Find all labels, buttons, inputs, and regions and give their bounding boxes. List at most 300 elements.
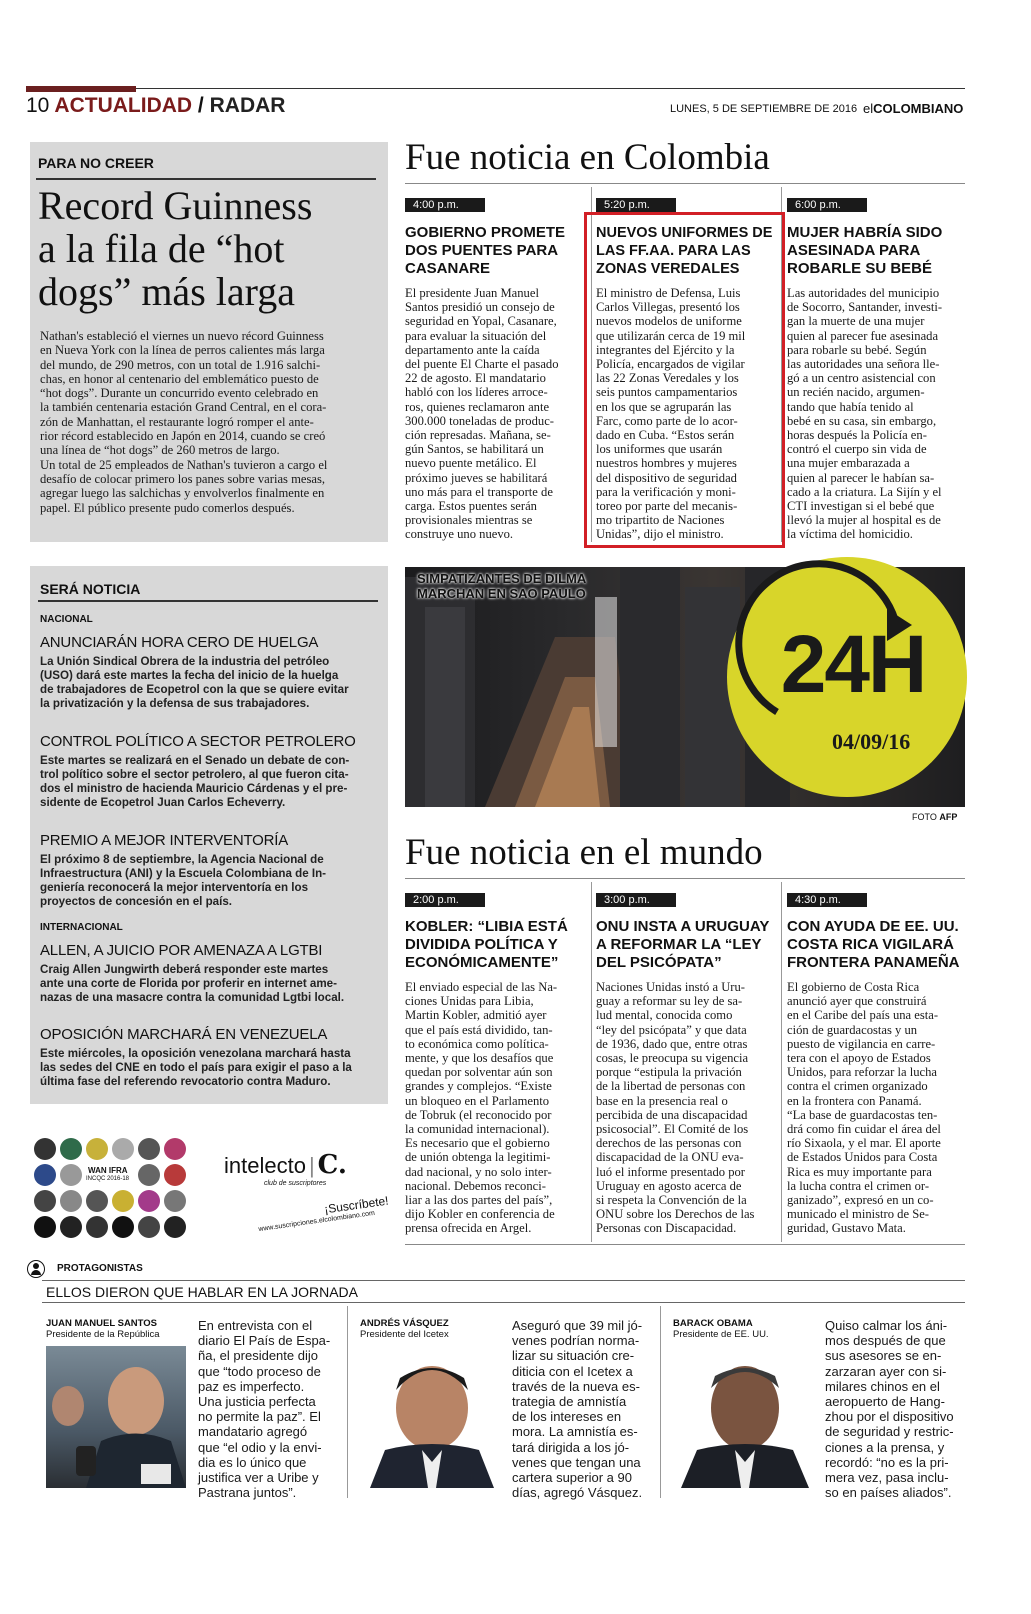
logo-dot <box>138 1216 160 1238</box>
body-line: toreo por parte del mecanis- <box>596 499 738 514</box>
body-line: ONU sobre los Derechos de las <box>596 1207 755 1222</box>
text-line: tará dirigida a los jó- <box>512 1439 630 1455</box>
logo-dot <box>164 1216 186 1238</box>
logo-dot <box>112 1216 134 1238</box>
logo-dot <box>34 1138 56 1160</box>
body-line: de Estados Unidos para Costa <box>787 1150 938 1165</box>
masthead-section <box>26 94 285 118</box>
logo-dot <box>138 1190 160 1212</box>
wan-ifra-logo <box>30 1134 188 1246</box>
24h-label: 24H <box>780 619 926 710</box>
time-tag: 4:30 p.m. <box>787 893 867 907</box>
headline-line: CON AYUDA DE EE. UU. <box>787 918 959 935</box>
text-line: sus asesores se en- <box>825 1348 942 1364</box>
body-line: que el país está dividido, tan- <box>405 1022 553 1037</box>
person-name: JUAN MANUEL SANTOS <box>46 1318 158 1329</box>
logo-dot <box>34 1216 56 1238</box>
text-line: dia es lo único que <box>198 1454 307 1470</box>
body-line: nuevos modelos de uniforme <box>596 314 742 329</box>
body-line: discapacidad de la ONU eva- <box>596 1150 744 1165</box>
intelecto-sub: club de suscriptores <box>264 1180 327 1187</box>
headline-line: ZONAS VEREDALES <box>596 261 740 277</box>
headline-line: COSTA RICA VIGILARÁ <box>787 936 954 953</box>
item-body <box>40 754 380 810</box>
text-line: Quiso calmar los áni- <box>825 1318 948 1333</box>
logo-dot <box>60 1190 82 1212</box>
24h-date: 04/09/16 <box>832 729 911 754</box>
body-line: Nathan's estableció el viernes un nuevo récord Guinness <box>40 329 324 343</box>
body-line: quien al parecer fue asesinada <box>787 328 939 343</box>
person-role: Presidente de EE. UU. <box>673 1329 769 1340</box>
person-quote <box>198 1318 348 1500</box>
person-icon-head <box>33 1263 39 1269</box>
logo-dot <box>164 1190 186 1212</box>
body-line: un bloqueo en el Parlamento <box>405 1093 550 1108</box>
headline-line: LAS FF.AA. PARA LAS <box>596 243 751 259</box>
text-line: lizar su situación cre- <box>512 1348 635 1364</box>
wan-ifra-sub: INCQC 2016-18 <box>86 1176 130 1182</box>
body-line: Santos presidió un consejo de <box>405 300 555 315</box>
text-line: de los intereses en <box>512 1409 622 1425</box>
headline-line: GOBIERNO PROMETE <box>405 224 566 241</box>
body-line: próximo jueves se habilitará <box>405 470 548 485</box>
body-line: grandes y complejos. “Existe <box>405 1079 552 1094</box>
protagonistas-rule <box>42 1280 965 1281</box>
text-line: zhou por el dispositivo <box>825 1409 954 1425</box>
item-headline: ANUNCIARÁN HORA CERO DE HUELGA <box>40 634 319 651</box>
person-icon-body <box>31 1270 41 1275</box>
text-line: so en países aliados”. <box>825 1485 952 1501</box>
para-no-creer-headline <box>38 184 312 313</box>
portrait-image <box>673 1350 813 1488</box>
body-line: El enviado especial de las Na- <box>405 980 558 994</box>
intelecto-wordmark <box>224 1152 347 1179</box>
body-line: El ministro de Defensa, Luis <box>596 286 741 300</box>
text-line: Una justicia perfecta <box>198 1394 316 1410</box>
person-quote <box>512 1318 662 1500</box>
logo-dot <box>138 1164 160 1186</box>
body-line: la privatización y la defensa de sus trabajadores. <box>40 697 310 710</box>
body-line: El presidente Juan Manuel <box>405 286 539 300</box>
story-body <box>405 980 589 1236</box>
story-headline <box>787 918 965 972</box>
sera-noticia-item <box>40 634 380 711</box>
body-line: una línea de “hot dogs” de 260 metros de largo. <box>40 443 280 458</box>
body-line: del puente El Charte el pasado <box>405 357 559 372</box>
logo-dot <box>164 1138 186 1160</box>
body-line: la también centenaria estación Grand Central, en el cora- <box>40 400 327 415</box>
text-line: milares chinos en el <box>825 1378 940 1394</box>
body-line: gún Santos, se habilitará un <box>405 442 544 457</box>
body-line: del mundo, de 290 metros, con un total de 1.916 salchi- <box>40 357 321 372</box>
body-line: psicosocial”. El Comité de los <box>596 1122 749 1137</box>
sera-noticia-item <box>40 942 380 1005</box>
body-line: ganizado”, expresó en un co- <box>787 1193 934 1208</box>
body-line: Farc, como parte de lo acor- <box>596 413 738 428</box>
body-line: ante una corte de Florida por proferir en internet ame- <box>40 977 337 990</box>
body-line: las autoridades una señora lle- <box>787 357 940 372</box>
body-line: Este martes se realizará en el Senado un debate de con- <box>40 754 350 767</box>
body-line: dado en Cuba. “Estos serán <box>596 428 735 443</box>
text-line: mera vez, pasa inclu- <box>825 1470 949 1486</box>
logo-dot <box>86 1216 108 1238</box>
column-divider <box>591 882 592 1242</box>
body-line: Uruguay en agosto acerca de <box>596 1178 742 1193</box>
story-body <box>787 980 967 1236</box>
body-line: 22 de agosto. El mandatario <box>405 371 546 386</box>
item-headline: OPOSICIÓN MARCHARÁ EN VENEZUELA <box>40 1026 328 1043</box>
body-line: 300.000 toneladas de produc- <box>405 413 554 428</box>
text-line: cartera superior a 90 <box>512 1470 632 1486</box>
sera-noticia-rule <box>38 600 378 602</box>
text-line: Aseguró que 39 mil jó- <box>512 1318 643 1333</box>
logo-dot <box>86 1190 108 1212</box>
headline-line: KOBLER: “LIBIA ESTÁ <box>405 918 568 935</box>
section-slash: / <box>197 94 204 117</box>
body-line: Martin Kobler, admitió ayer <box>405 1008 547 1023</box>
sera-noticia-item <box>40 1026 380 1089</box>
body-line: Un total de 25 empleados de Nathan's tuvieron a cargo el <box>40 457 328 472</box>
body-line: nacional. Debemos reconci- <box>405 1178 546 1193</box>
body-line: construye uno nuevo. <box>405 527 514 542</box>
body-line: en Nueva York con la línea de perros calientes más larga <box>40 343 325 358</box>
subsection-name: RADAR <box>209 94 286 117</box>
item-body <box>40 963 380 1005</box>
intelecto-url[interactable]: www.suscripciones.elcolombiano.com <box>258 1209 376 1234</box>
body-line: horas después la Policía en- <box>787 428 927 443</box>
logo-dot <box>60 1216 82 1238</box>
item-body <box>40 655 380 711</box>
body-line: desafío de colocar primero los panes sobre varias mesas, <box>40 471 326 486</box>
internacional-label: INTERNACIONAL <box>40 922 123 933</box>
page-number: 10 <box>26 94 50 117</box>
body-line: seis puntos campamentarios <box>596 385 738 400</box>
body-line: las sedes del CNE en todo el país para exigir el paso a la <box>40 1061 352 1074</box>
body-line: to económica como política- <box>405 1036 549 1051</box>
protagonistas-title: ELLOS DIERON QUE HABLAR EN LA JORNADA <box>46 1284 358 1300</box>
body-line: Carlos Villegas, presentó los <box>596 300 740 315</box>
body-line: “ley del psicópata” y que data <box>596 1022 747 1037</box>
text-line: de seguridad y restric- <box>825 1424 954 1440</box>
protagonistas-label: PROTAGONISTAS <box>57 1263 143 1274</box>
body-line: sidente de Ecopetrol Juan Carlos Echeverry. <box>40 796 286 809</box>
story-headline <box>405 918 585 972</box>
body-line: última fase del referendo revocatorio contra Maduro. <box>40 1075 331 1088</box>
story-body <box>405 286 589 542</box>
story-body <box>787 286 967 542</box>
body-line: del dispositivo de seguridad <box>596 470 737 485</box>
body-line: la comunidad internacional). <box>405 1122 550 1137</box>
headline-line: NUEVOS UNIFORMES DE <box>596 225 773 241</box>
body-line: de Tobruk (el reconocido por <box>405 1107 552 1122</box>
item-body <box>40 853 380 909</box>
body-line: integrantes del Ejército y la <box>596 342 735 357</box>
sera-noticia-title: SERÁ NOTICIA <box>40 581 141 597</box>
intelecto-suscribete[interactable]: ¡Suscríbete! <box>323 1193 390 1217</box>
logo-dot <box>112 1190 134 1212</box>
caption-line: SIMPATIZANTES DE DILMA <box>417 571 587 586</box>
body-line: habló con los líderes arroce- <box>405 385 548 400</box>
body-line: proyectos de concesión en el país. <box>40 895 233 908</box>
nacional-label: NACIONAL <box>40 614 93 625</box>
photo-caption <box>417 571 586 601</box>
headline-line: ASESINADA PARA <box>787 242 921 259</box>
body-line: nuevo puente metálico. El <box>405 456 537 471</box>
body-line: dad nacional, y no solo inter- <box>405 1164 552 1179</box>
body-line: Naciones Unidas instó a Uru- <box>596 980 745 994</box>
logo-dot <box>138 1138 160 1160</box>
body-line: ciones Unidas para Libia, <box>405 994 534 1009</box>
body-line: para la verificación y moni- <box>596 484 736 499</box>
body-line: liar a las dos partes del país”, <box>405 1193 553 1208</box>
text-line: justifica ver a Uribe y <box>198 1470 319 1486</box>
text-line: que “el odio y la envi- <box>198 1439 322 1455</box>
body-line: “La base de guardacostas ten- <box>787 1107 938 1122</box>
time-tag: 5:20 p.m. <box>596 198 676 212</box>
headline-line: FRONTERA PANAMEÑA <box>787 954 960 971</box>
logo-dot <box>60 1138 82 1160</box>
body-line: cado a la criatura. La Sijín y el <box>787 484 942 499</box>
newspaper-logo <box>863 101 963 116</box>
text-line: recordó: “no es la pri- <box>825 1454 949 1470</box>
text-line: paz es imperfecto. <box>198 1378 305 1394</box>
logo-dot <box>60 1164 82 1186</box>
item-headline: ALLEN, A JUICIO POR AMENAZA A LGTBI <box>40 942 323 959</box>
intelecto-ad <box>224 1150 394 1240</box>
body-line: trol político sobre el sector petrolero, al que fueron cita- <box>40 768 349 781</box>
headline-line: DEL PSICÓPATA” <box>596 954 722 971</box>
body-line: papel. El público presente pudo comerlos después. <box>40 500 295 515</box>
text-line: trategia de amnistía <box>512 1394 627 1410</box>
text-line: que “todo proceso de <box>198 1363 321 1379</box>
body-line: dijo Kobler en conferencia de <box>405 1207 555 1222</box>
text-line: aeropuerto de Hang- <box>825 1394 945 1410</box>
body-line: ción represadas. Mañana, se- <box>405 428 551 443</box>
page-date: LUNES, 5 DE SEPTIEMBRE DE 2016 <box>670 103 858 115</box>
body-line: de 1936, dado que, entre otras <box>596 1036 748 1051</box>
story-body <box>596 286 780 542</box>
body-line: para robarle su bebé. Según <box>787 342 927 357</box>
body-line: Craig Allen Jungwirth deberá responder este martes <box>40 963 329 976</box>
body-line: Este miércoles, la oposición venezolana marchará hasta <box>40 1047 351 1060</box>
body-line: luó el informe presentado por <box>596 1164 745 1179</box>
headline-line: Record Guinness <box>38 183 313 228</box>
body-line: El próximo 8 de septiembre, la Agencia Nacional de <box>40 853 324 866</box>
body-line: quien al parecer le habían sa- <box>787 470 935 485</box>
person-name: BARACK OBAMA <box>673 1318 753 1329</box>
body-line: derechos de las personas con <box>596 1136 742 1151</box>
body-line: río Sixaola, y el mar. El aporte <box>787 1136 941 1151</box>
body-line: rior récord establecido en Japón en 2014, cuando se creó <box>40 429 326 444</box>
body-line: tera con el apoyo de Estados <box>787 1051 931 1066</box>
item-headline: CONTROL POLÍTICO A SECTOR PETROLERO <box>40 733 356 750</box>
body-line: bebé en su casa, sin embargo, <box>787 413 937 428</box>
body-line: la lucha contra el crimen or- <box>787 1178 930 1193</box>
time-tag: 3:00 p.m. <box>596 893 676 907</box>
body-line: dos el ministro de hacienda Mauricio Cárdenas y el pre- <box>40 782 348 795</box>
body-line: provisionales mientras se <box>405 513 533 528</box>
body-line: ros, quienes reclamaron ante <box>405 399 550 414</box>
headline-line: ECONÓMICAMENTE” <box>405 954 559 971</box>
text-line: ciones a la prensa, y <box>825 1439 945 1455</box>
text-line: venes podrían norma- <box>512 1333 640 1349</box>
body-line: anunció ayer que construirá <box>787 994 927 1009</box>
logo-dot <box>112 1138 134 1160</box>
body-line: de Socorro, Santander, investi- <box>787 300 943 315</box>
item-body <box>40 1047 380 1089</box>
text-line: no permite la paz”. El <box>198 1409 321 1425</box>
body-line: El gobierno de Costa Rica <box>787 980 920 994</box>
body-line: municado el ministro de Se- <box>787 1207 929 1222</box>
headline-line: MUJER HABRÍA SIDO <box>787 224 943 241</box>
body-line: guridad, Gustavo Mata. <box>787 1221 906 1236</box>
photo-credit <box>912 812 957 823</box>
body-line: zón de Manhattan, el restaurante logró romper el ante- <box>40 414 314 429</box>
body-line: Unidas”, dijo el ministro. <box>596 527 724 542</box>
body-line: CTI investigan si el bebé que <box>787 499 935 514</box>
body-line: base en la presencia real o <box>596 1093 728 1108</box>
text-line: diario El País de Espa- <box>198 1333 331 1349</box>
story-body <box>596 980 780 1236</box>
body-line: gan la muerte de una mujer <box>787 314 925 329</box>
time-tag: 4:00 p.m. <box>405 198 485 212</box>
body-line: Es necesario que el gobierno <box>405 1136 550 1151</box>
portrait-image <box>360 1350 500 1488</box>
body-line: llevó la mujer al hospital es de <box>787 513 941 528</box>
person-name: ANDRÉS VÁSQUEZ <box>360 1318 449 1329</box>
colombia-rule <box>405 183 965 184</box>
text-line: diticia con el Icetex a <box>512 1363 633 1379</box>
body-line: geniería reconocerá la mejor interventoría en los <box>40 881 309 894</box>
body-line: un recién nacido, argumen- <box>787 385 925 400</box>
protagonistas-rule-2 <box>42 1302 965 1303</box>
logo-dot <box>34 1164 56 1186</box>
body-line: una mujer embarazada a <box>787 456 910 471</box>
body-line: nazas de una masacre contra la comunidad Lgtbi local. <box>40 991 345 1004</box>
body-line: carga. Estos puentes serán <box>405 499 537 514</box>
logo-prefix: el <box>863 101 874 116</box>
column-divider <box>781 882 782 1242</box>
credit-prefix: FOTO <box>912 812 937 822</box>
body-line: contró el cuerpo sin vida de <box>787 442 927 457</box>
masthead-rule <box>136 88 965 89</box>
body-line: cosas, le preocupa su vigencia <box>596 1051 749 1066</box>
santos-photo <box>46 1346 186 1488</box>
body-line: prensa ofrecida en Argel. <box>405 1221 532 1236</box>
story-headline <box>596 918 778 972</box>
text-line: mora. La amnistía es- <box>512 1424 638 1440</box>
time-tag: 2:00 p.m. <box>405 893 485 907</box>
text-line: mandatario agregó <box>198 1424 308 1440</box>
mundo-rule <box>405 878 965 879</box>
obama-photo <box>673 1350 813 1488</box>
body-line: drá como fin cuidar el área del <box>787 1122 941 1137</box>
sera-noticia-item <box>40 733 380 810</box>
body-line: Infraestructura (ANI) y la Escuela Colombiana de In- <box>40 867 327 880</box>
body-line: Las autoridades del municipio <box>787 286 940 300</box>
text-line: través de la nueva es- <box>512 1378 640 1394</box>
body-line: en los que se agruparán las <box>596 399 732 414</box>
masthead-bar <box>26 86 136 92</box>
body-line: lud mental, conocida como <box>596 1008 733 1023</box>
text-line: Pastrana juntos”. <box>198 1485 297 1501</box>
headline-line: a la fila de “hot <box>38 226 285 271</box>
body-line: quedan por solventar aún son <box>405 1065 553 1080</box>
headline-line: ONU INSTA A URUGUAY <box>596 918 770 935</box>
text-line: zarzaran ayer con si- <box>825 1363 947 1379</box>
story-headline <box>405 224 585 278</box>
headline-line: DOS PUENTES PARA <box>405 242 559 259</box>
caption-line: MARCHAN EN SAO PAULO <box>417 586 586 601</box>
body-line: que utilizarán cerca de 19 mil <box>596 328 746 343</box>
logo-main: COLOMBIANO <box>873 101 964 116</box>
body-line: la víctima del homicidio. <box>787 527 913 542</box>
intelecto-divider: | <box>308 1153 315 1178</box>
headline-line: dogs” más larga <box>38 269 295 314</box>
para-no-creer-body <box>40 329 385 515</box>
para-no-creer-rule <box>36 178 376 180</box>
body-line: de unión obtenga la legitimi- <box>405 1150 551 1165</box>
body-line: percibida de una discapacidad <box>596 1107 748 1122</box>
body-line: mo tripartito de Naciones <box>596 513 725 528</box>
time-tag: 6:00 p.m. <box>787 198 867 212</box>
body-line: uno más para el transporte de <box>405 484 553 499</box>
body-line: mente, y que los desafíos que <box>405 1051 554 1066</box>
text-line: En entrevista con el <box>198 1318 313 1333</box>
headline-line: ROBARLE SU BEBÉ <box>787 260 933 277</box>
body-line: seguridad en Yopal, Casanare, <box>405 314 557 329</box>
body-line: chas, en honor al centenario del emblemático puesto de <box>40 371 319 386</box>
body-line: agregar luego las salchichas y envolverlos finalmente en <box>40 486 325 501</box>
headline-line: CASANARE <box>405 260 491 277</box>
wan-ifra-label: WAN IFRA <box>88 1166 128 1175</box>
body-line: de la libertad de personas con <box>596 1079 746 1094</box>
logo-dot <box>34 1190 56 1212</box>
colombia-section-title: Fue noticia en Colombia <box>405 137 770 178</box>
body-line: en la frontera con Panamá. <box>787 1093 922 1108</box>
person-quote <box>825 1318 970 1500</box>
para-no-creer-kicker: PARA NO CREER <box>38 155 154 171</box>
body-line: Unidos, para reforzar la lucha <box>787 1065 937 1080</box>
sera-noticia-item <box>40 832 380 909</box>
body-line: departamento ante la caída <box>405 342 540 357</box>
logo-dot <box>164 1164 186 1186</box>
text-line: días, agregó Vásquez. <box>512 1485 643 1501</box>
body-line: “hot dogs”. Durante un concurrido evento celebrado en <box>40 386 319 401</box>
body-line: La Unión Sindical Obrera de la industria del petróleo <box>40 655 330 668</box>
vasquez-photo <box>360 1350 500 1488</box>
body-line: contra el crimen organizado <box>787 1079 928 1094</box>
body-line: gó a un centro asistencial con <box>787 371 936 386</box>
intelecto-c: C. <box>317 1150 347 1180</box>
mundo-section-title: Fue noticia en el mundo <box>405 832 763 873</box>
text-line: ña, el presidente dijo <box>198 1348 318 1364</box>
headline-line: A REFORMAR LA “LEY <box>596 936 762 953</box>
body-line: Policía, encargados de vigilar <box>596 357 745 372</box>
body-line: los uniformes que usarán <box>596 442 723 457</box>
body-line: puesto de vigilancia en carre- <box>787 1036 936 1051</box>
body-line: guay a reformar su ley de sa- <box>596 994 743 1009</box>
headline-line: DIVIDIDA POLÍTICA Y <box>405 936 558 953</box>
body-line: porque “estipula la privación <box>596 1065 742 1080</box>
body-line: nuestros hombres y mujeres <box>596 456 737 471</box>
story-headline <box>787 224 965 278</box>
body-line: ción de guardacostas y un <box>787 1022 918 1037</box>
body-line: para evaluar la situación del <box>405 328 547 343</box>
text-line: venes que tengan una <box>512 1454 641 1470</box>
body-line: de trabajadores de Ecopetrol con la que se quiere evitar <box>40 683 349 696</box>
portrait-image <box>46 1346 186 1488</box>
